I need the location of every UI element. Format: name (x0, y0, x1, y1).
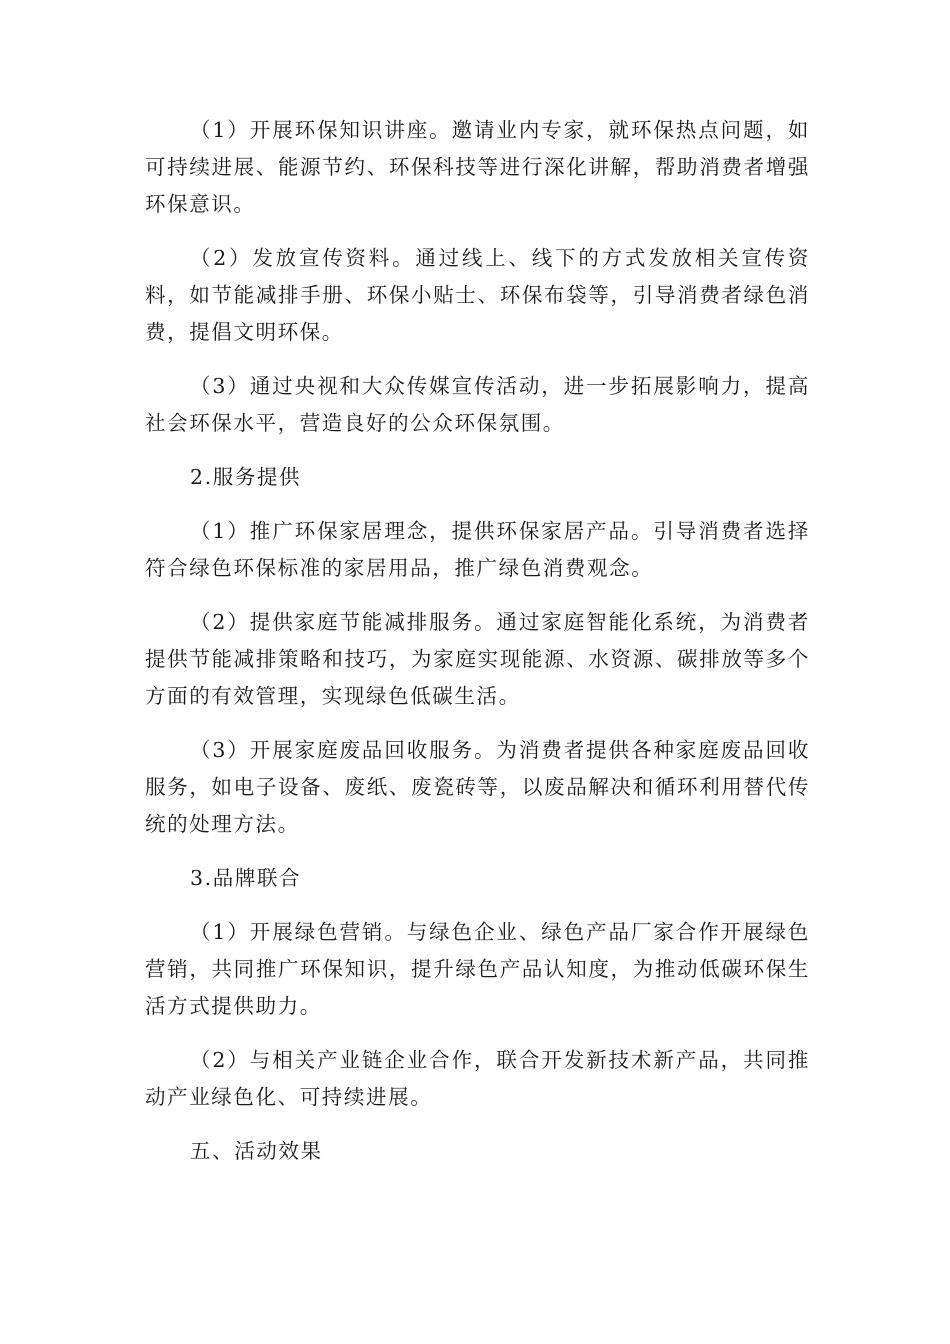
paragraph-energy-saving: （2）提供家庭节能减排服务。通过家庭智能化系统，为消费者提供节能减排策略和技巧，为家庭实现能源、水资源、碳排放等多个方面的有效管理，实现绿色低碳生活。 (145, 610, 810, 708)
section-heading-service: 2.服务提供 (190, 465, 302, 489)
paragraph-media: （3）通过央视和大众传媒宣传活动，进一步拓展影响力，提高社会环保水平，营造良好的公众环保氛围。 (145, 374, 810, 435)
paragraph-recycling: （3）开展家庭废品回收服务。为消费者提供各种家庭废品回收服务，如电子设备、废纸、废瓷砖等，以废品解决和循环利用替代传统的处理方法。 (145, 738, 810, 836)
paragraph-green-marketing: （1）开展绿色营销。与绿色企业、绿色产品厂家合作开展绿色营销，共同推广环保知识，提升绿色产品认知度，为推动低碳环保生活方式提供助力。 (145, 920, 810, 1018)
paragraph-materials: （2）发放宣传资料。通过线上、线下的方式发放相关宣传资料，如节能减排手册、环保小贴士、环保布袋等，引导消费者绿色消费，提倡文明环保。 (145, 246, 810, 344)
paragraph-home-products: （1）推广环保家居理念，提供环保家居产品。引导消费者选择符合绿色环保标准的家居用品，推广绿色消费观念。 (145, 519, 810, 580)
paragraph-lecture: （1）开展环保知识讲座。邀请业内专家，就环保热点问题，如可持续进展、能源节约、环保科技等进行深化讲解，帮助消费者增强环保意识。 (145, 118, 810, 216)
paragraph-industry-cooperation: （2）与相关产业链企业合作，联合开发新技术新产品，共同推动产业绿色化、可持续进展。 (145, 1048, 810, 1109)
document-body (145, 112, 810, 1187)
section-heading-effect: 五、活动效果 (190, 1139, 323, 1163)
section-heading-brand: 3.品牌联合 (190, 866, 302, 890)
